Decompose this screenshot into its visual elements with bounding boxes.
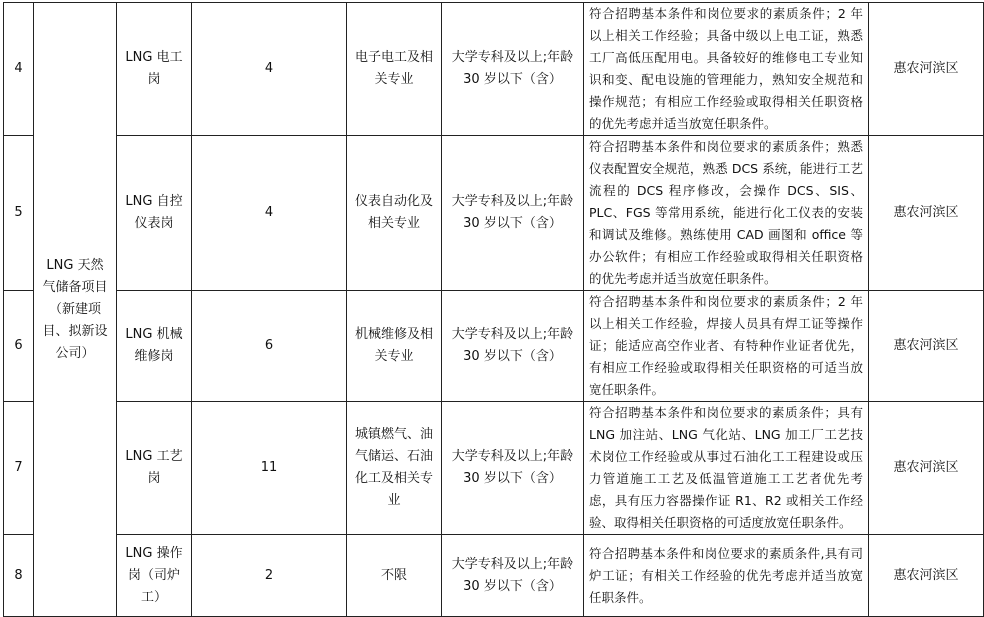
table-row (4, 535, 984, 617)
work-location: 惠农河滨区 (869, 291, 984, 402)
row-number: 7 (4, 402, 34, 535)
project-name: LNG 天然气储备项目（新建项目、拟新设公司） (34, 3, 117, 617)
table-row (4, 402, 984, 535)
row-number: 8 (4, 535, 34, 617)
major: 仪表自动化及相关专业 (347, 136, 442, 291)
work-location: 惠农河滨区 (869, 136, 984, 291)
work-location: 惠农河滨区 (869, 402, 984, 535)
requirements: 符合招聘基本条件和岗位要求的素质条件,具有司炉工证；有相关工作经验的优先考虑并适当放宽任职条件。 (584, 535, 869, 617)
education-age: 大学专科及以上;年龄 30 岁以下（含） (442, 535, 584, 617)
headcount: 2 (192, 535, 347, 617)
education-age: 大学专科及以上;年龄 30 岁以下（含） (442, 3, 584, 136)
table-row (4, 3, 984, 136)
table-row (4, 291, 984, 402)
headcount: 4 (192, 3, 347, 136)
position-name: LNG 电工岗 (117, 3, 192, 136)
major: 城镇燃气、油气储运、石油化工及相关专业 (347, 402, 442, 535)
position-name: LNG 自控仪表岗 (117, 136, 192, 291)
requirements: 符合招聘基本条件和岗位要求的素质条件；2 年以上相关工作经验，焊接人员具有焊工证等操作证；能适应高空作业者、有特种作业证者优先，有相应工作经验或取得相关任职资格的可适当放宽任职条件。 (584, 291, 869, 402)
position-name: LNG 机械维修岗 (117, 291, 192, 402)
requirements: 符合招聘基本条件和岗位要求的素质条件；熟悉仪表配置安全规范，熟悉 DCS 系统，能进行工艺流程的 DCS 程序修改，会操作 DCS、SIS、PLC、FGS 等常用系统，能进行化工仪表的安装和调试及维修。熟练使用 CAD 画图和 office 等办公软件；有相应工作经验或取得相关任职资格的优先考虑并适当放宽任职条件。 (584, 136, 869, 291)
requirements: 符合招聘基本条件和岗位要求的素质条件；具有 LNG 加注站、LNG 气化站、LNG 加工厂工艺技术岗位工作经验或从事过石油化工工程建设或压力管道施工工艺及低温管道施工工艺者优先考虑，具有压力容器操作证 R1、R2 或相关工作经验、取得相关任职资格的可适度放宽任职条件。 (584, 402, 869, 535)
position-name: LNG 操作岗（司炉工） (117, 535, 192, 617)
education-age: 大学专科及以上;年龄 30 岁以下（含） (442, 291, 584, 402)
headcount: 6 (192, 291, 347, 402)
headcount: 4 (192, 136, 347, 291)
major: 机械维修及相关专业 (347, 291, 442, 402)
education-age: 大学专科及以上;年龄 30 岁以下（含） (442, 136, 584, 291)
table-row (4, 136, 984, 291)
recruitment-table (3, 2, 984, 617)
headcount: 11 (192, 402, 347, 535)
work-location: 惠农河滨区 (869, 535, 984, 617)
work-location: 惠农河滨区 (869, 3, 984, 136)
row-number: 4 (4, 3, 34, 136)
requirements: 符合招聘基本条件和岗位要求的素质条件；2 年以上相关工作经验；具备中级以上电工证，熟悉工厂高低压配用电。具备较好的维修电工专业知识和变、配电设施的管理能力，熟知安全规范和操作规范；有相应工作经验或取得相关任职资格的优先考虑并适当放宽任职条件。 (584, 3, 869, 136)
education-age: 大学专科及以上;年龄 30 岁以下（含） (442, 402, 584, 535)
major: 电子电工及相关专业 (347, 3, 442, 136)
row-number: 6 (4, 291, 34, 402)
row-number: 5 (4, 136, 34, 291)
major: 不限 (347, 535, 442, 617)
position-name: LNG 工艺岗 (117, 402, 192, 535)
